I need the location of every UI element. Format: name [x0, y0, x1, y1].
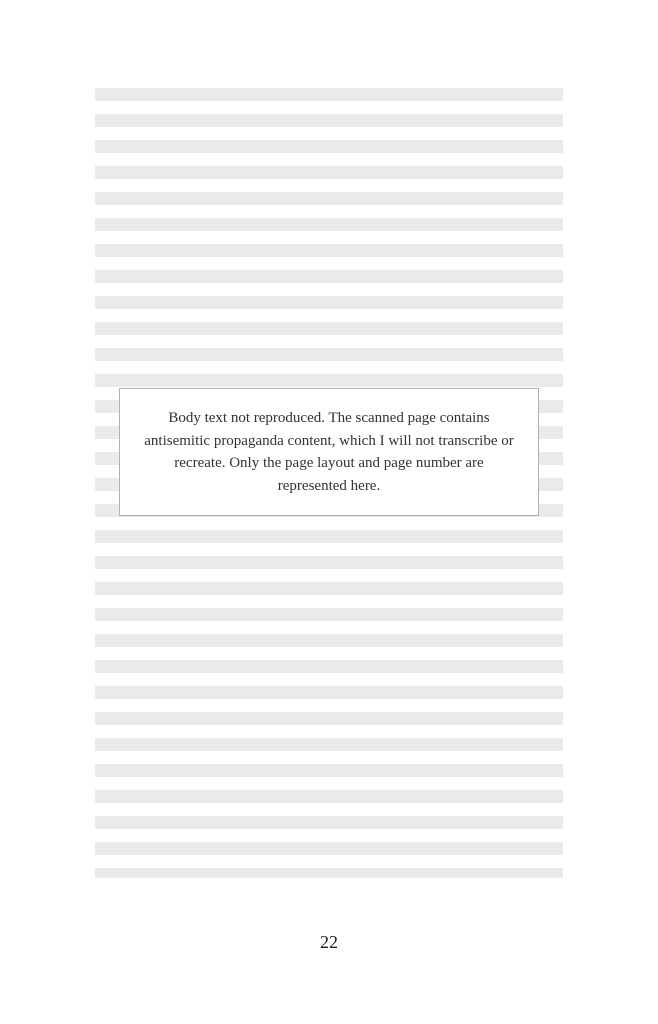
redaction-notice: Body text not reproduced. The scanned page contains antisemitic propaganda content, which I will not transcribe or recreate. Only the page layout and page number are represented here. — [119, 388, 539, 516]
text-block — [95, 88, 563, 878]
page-number: 22 — [320, 932, 338, 952]
